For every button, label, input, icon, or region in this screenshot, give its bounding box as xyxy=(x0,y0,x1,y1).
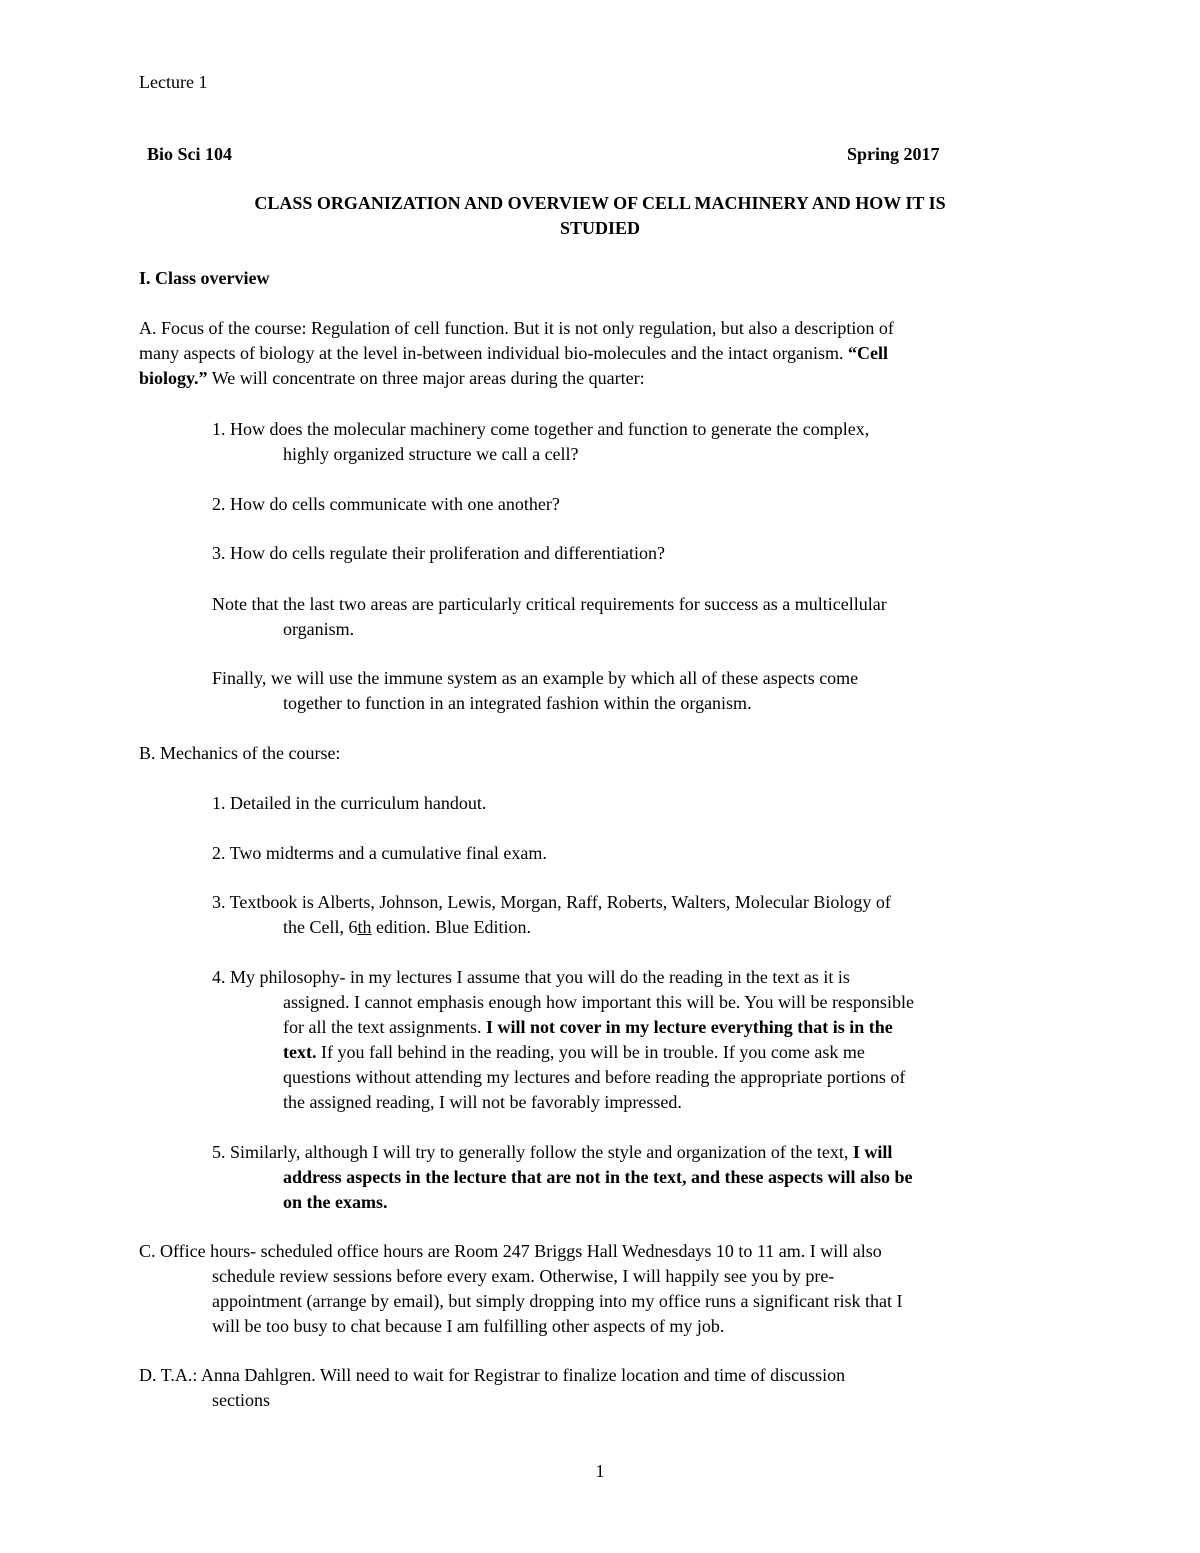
section-d-line-2: sections xyxy=(212,1390,270,1410)
bold-span: “Cell xyxy=(847,343,888,363)
b-item-3-line-2 xyxy=(283,915,531,940)
text-span: 5. Similarly, although I will try to generally follow the style and organization of the text, xyxy=(212,1142,853,1162)
section-d-line-1: D. T.A.: Anna Dahlgren. Will need to wait for Registrar to finalize location and time of discussion xyxy=(139,1365,846,1385)
bold-span: biology.” xyxy=(139,368,208,388)
section-c-line-1: C. Office hours- scheduled office hours are Room 247 Briggs Hall Wednesdays 10 to 11 am. I will also xyxy=(139,1241,882,1261)
b-item-1: 1. Detailed in the curriculum handout. xyxy=(212,793,487,813)
text-span: edition. Blue Edition. xyxy=(371,917,532,937)
text-span: for all the text assignments. xyxy=(283,1017,486,1037)
paragraph-a-line-1: A. Focus of the course: Regulation of cell function. But it is not only regulation, but also a description of xyxy=(139,318,894,338)
note-line-2: organism. xyxy=(283,619,355,639)
b-item-5-line-2: address aspects in the lecture that are not in the text, and these aspects will also be xyxy=(283,1167,913,1187)
title-line-1: CLASS ORGANIZATION AND OVERVIEW OF CELL MACHINERY AND HOW IT IS xyxy=(254,193,946,213)
section-c-line-2: schedule review sessions before every exam. Otherwise, I will happily see you by pre- xyxy=(212,1266,835,1286)
course-code: Bio Sci 104 xyxy=(147,144,233,164)
running-head: Lecture 1 xyxy=(139,72,208,92)
section-b-heading: B. Mechanics of the course: xyxy=(139,743,341,763)
b-item-2: 2. Two midterms and a cumulative final exam. xyxy=(212,843,547,863)
paragraph-a-line-3 xyxy=(139,366,645,391)
text-span: many aspects of biology at the level in-between individual bio-molecules and the intact organism. xyxy=(139,343,848,363)
section-heading: I. Class overview xyxy=(139,268,270,288)
text-span: the Cell, 6 xyxy=(283,917,358,937)
b-item-5-line-1 xyxy=(212,1140,892,1165)
bold-span: I will not cover in my lecture everything that is in the xyxy=(485,1017,893,1037)
term: Spring 2017 xyxy=(847,144,940,164)
paragraph-a-line-2 xyxy=(139,341,888,366)
finally-line-2: together to function in an integrated fashion within the organism. xyxy=(283,693,752,713)
list-item-1-line-2: highly organized structure we call a cell? xyxy=(283,444,579,464)
finally-line-1: Finally, we will use the immune system as an example by which all of these aspects come xyxy=(212,668,859,688)
note-line-1: Note that the last two areas are particularly critical requirements for success as a multicellular xyxy=(212,594,887,614)
list-item-3: 3. How do cells regulate their proliferation and differentiation? xyxy=(212,543,666,563)
section-c-line-4: will be too busy to chat because I am fulfilling other aspects of my job. xyxy=(212,1316,725,1336)
b-item-4-line-3 xyxy=(283,1015,893,1040)
list-item-2: 2. How do cells communicate with one another? xyxy=(212,494,560,514)
ordinal-suffix: th xyxy=(357,917,372,937)
b-item-3-line-1: 3. Textbook is Alberts, Johnson, Lewis, Morgan, Raff, Roberts, Walters, Molecular Biology of xyxy=(212,892,891,912)
bold-span: I will xyxy=(852,1142,893,1162)
b-item-4-line-6: the assigned reading, I will not be favorably impressed. xyxy=(283,1092,682,1112)
list-item-1-line-1: 1. How does the molecular machinery come together and function to generate the complex, xyxy=(212,419,870,439)
text-span: We will concentrate on three major areas during the quarter: xyxy=(207,368,645,388)
b-item-5-line-3: on the exams. xyxy=(283,1192,388,1212)
text-span: If you fall behind in the reading, you will be in trouble. If you come ask me xyxy=(316,1042,865,1062)
title-line-2: STUDIED xyxy=(559,218,641,238)
section-c-line-3: appointment (arrange by email), but simply dropping into my office runs a significant risk that I xyxy=(212,1291,903,1311)
bold-span: text. xyxy=(283,1042,317,1062)
b-item-4-line-1: 4. My philosophy- in my lectures I assume that you will do the reading in the text as it is xyxy=(212,967,850,987)
b-item-4-line-2: assigned. I cannot emphasis enough how important this will be. You will be responsible xyxy=(283,992,914,1012)
page-number: 1 xyxy=(595,1461,605,1481)
b-item-4-line-4 xyxy=(283,1040,865,1065)
b-item-4-line-5: questions without attending my lectures and before reading the appropriate portions of xyxy=(283,1067,906,1087)
